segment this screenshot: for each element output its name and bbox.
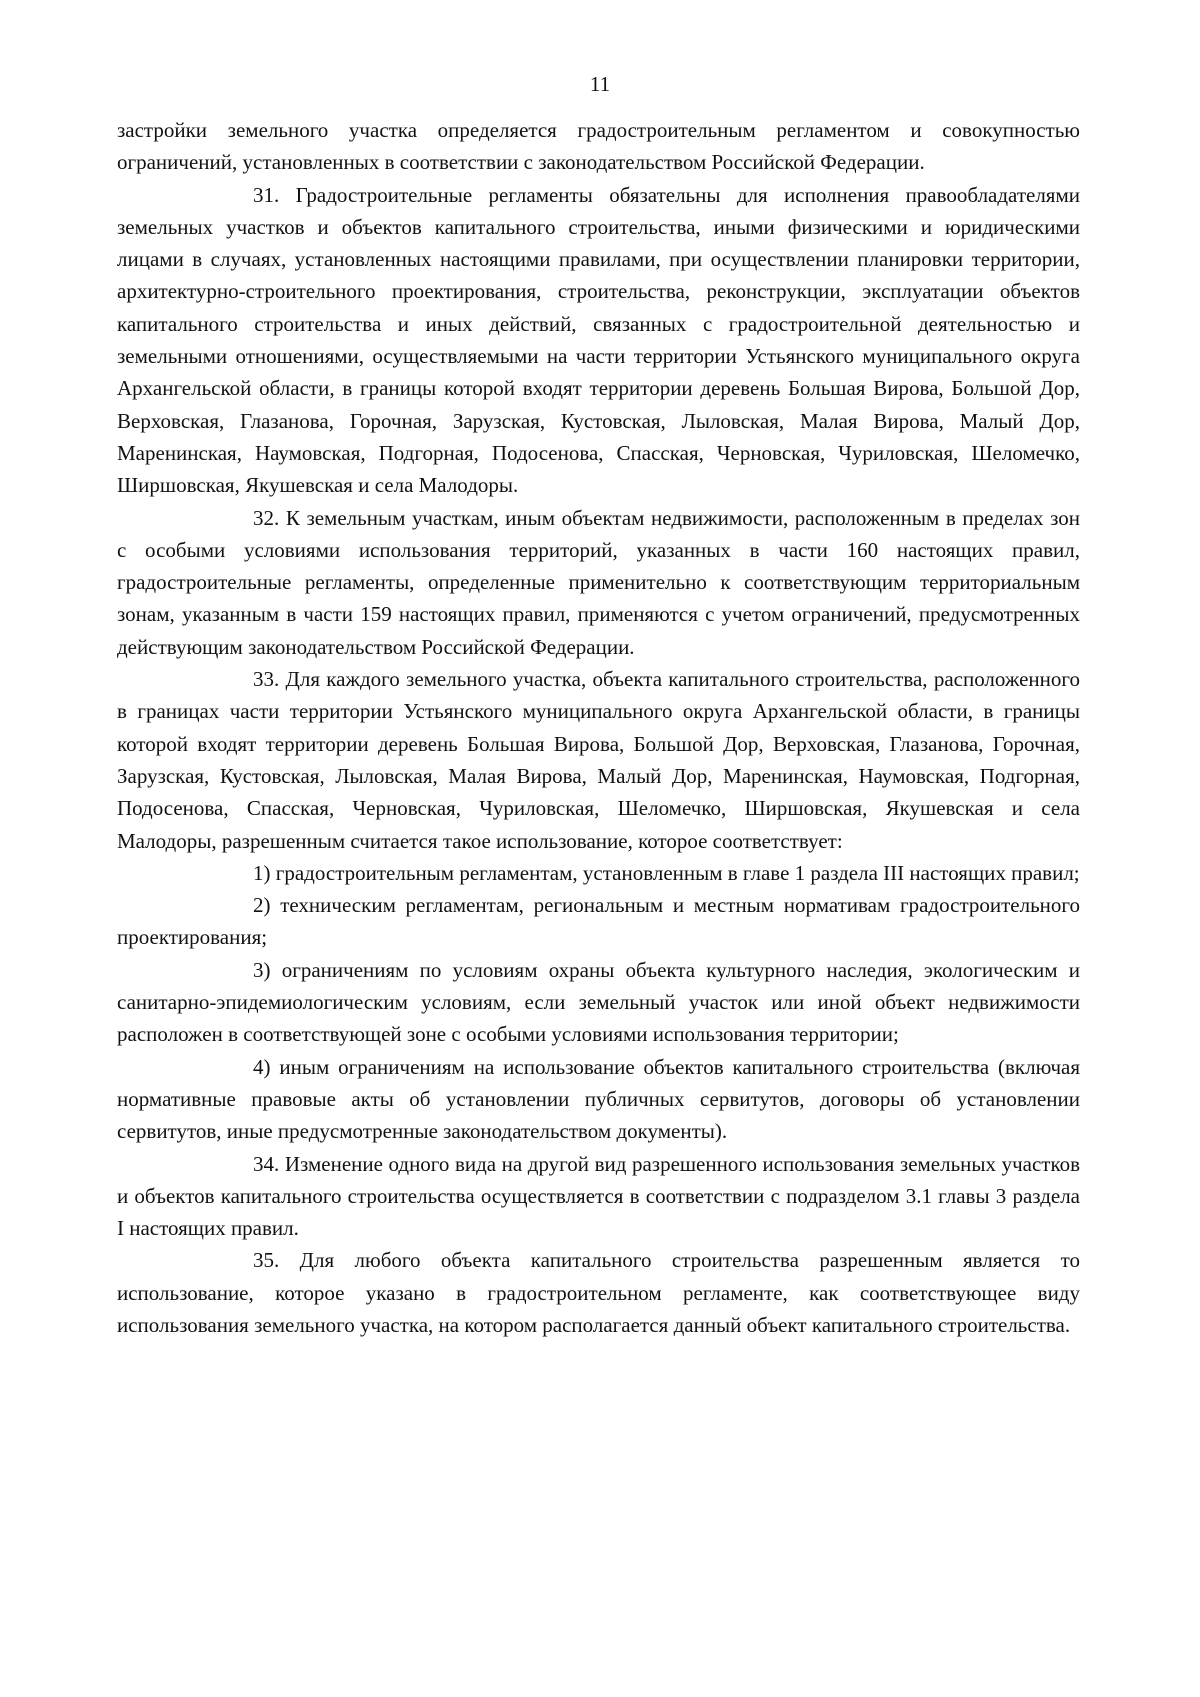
paragraph-text: Для каждого земельного участка, объекта капитального строительства, расположенного в границах части территории Устьянского муниципального округа Архангельской области, в границы которой входят территории деревень Большая Вирова, Большой Дор, Верховская, Глазанова, Горочная, Зарузская, Кустовская, Лыловская, Малая Вирова, Малый Дор, Маренинская, Наумовская, Подгорная, Подосенова, Спасская, Черновская, Чуриловская, Шеломечко, Ширшовская, Якушевская и села Малодоры, разрешенным считается такое использование, которое соответствует:	[117, 667, 1081, 853]
paragraph-32	[117, 502, 1080, 663]
paragraph-text: Для любого объекта капитального строительства разрешенным является то использование, которое указано в градостроительном регламенте, как соответствующее виду использования земельного участка, на котором располагается данный объект капитального строительства.	[117, 1248, 1080, 1337]
paragraph-number: 33.	[253, 667, 280, 692]
list-item-number: 3)	[253, 957, 271, 982]
list-item-text: ограничениям по условиям охраны объекта культурного наследия, экологическим и санитарно-эпидемиологическим условиям, если земельный участок или иной объект недвижимости расположен в соответствующей зоне с особыми условиями использования территории;	[117, 957, 1080, 1047]
paragraph-continuation	[117, 114, 1080, 179]
paragraph-35	[117, 1244, 1080, 1341]
paragraph-text: Изменение одного вида на другой вид разрешенного использования земельных участков и объектов капитального строительства осуществляется в соответствии с подразделом 3.1 главы 3 раздела I настоящих правил.	[117, 1151, 1081, 1241]
paragraph-number: 31.	[253, 182, 280, 207]
list-item-number: 4)	[253, 1054, 271, 1079]
list-item-text: иным ограничениям на использование объектов капитального строительства (включая нормативные правовые акты об установлении публичных сервитутов, договоры об установлении сервитутов, иные предусмотренные законодательством документы).	[117, 1054, 1080, 1144]
paragraph-number: 35.	[253, 1248, 280, 1273]
paragraph-31	[117, 179, 1080, 502]
paragraph-number: 34.	[253, 1151, 280, 1176]
list-item-number: 2)	[253, 893, 271, 918]
paragraph-34	[117, 1148, 1080, 1245]
paragraph-text: Градостроительные регламенты обязательны для исполнения правообладателями земельных участков и объектов капитального строительства, иными физическими и юридическими лицами в случаях, установленных настоящими правилами, при осуществлении планировки территории, архитектурно-строительного проектирования, строительства, реконструкции, эксплуатации объектов капитального строительства и иных действий, связанных с градостроительной деятельностью и земельными отношениями, осуществляемыми на части территории Устьянского муниципального округа Архангельской области, в границы которой входят территории деревень Большая Вирова, Большой Дор, Верховская, Глазанова, Горочная, Зарузская, Кустовская, Лыловская, Малая Вирова, Малый Дор, Маренинская, Наумовская, Подгорная, Подосенова, Спасская, Черновская, Чуриловская, Шеломечко, Ширшовская, Якушевская и села Малодоры.	[117, 182, 1080, 498]
list-item-4	[117, 1051, 1080, 1148]
list-item-2	[117, 889, 1080, 954]
list-item-3	[117, 954, 1080, 1051]
page-number: 11	[589, 72, 611, 96]
paragraph-text: застройки земельного участка определяется градостроительным регламентом и совокупностью ограничений, установленных в соответствии с законодательством Российской Федерации.	[117, 118, 1080, 175]
list-item-1	[117, 857, 1080, 889]
paragraph-text: К земельным участкам, иным объектам недвижимости, расположенным в пределах зон с особыми условиями использования территорий, указанных в части 160 настоящих правил, градостроительные регламенты, определенные применительно к соответствующим территориальным зонам, указанным в части 159 настоящих правил, применяются с учетом ограничений, предусмотренных действующим законодательством Российской Федерации.	[117, 505, 1080, 659]
document-body	[117, 114, 1080, 1341]
list-item-text: техническим регламентам, региональным и местным нормативам градостроительного проектирования;	[117, 893, 1080, 950]
list-item-text: градостроительным регламентам, установленным в главе 1 раздела III настоящих правил;	[275, 860, 1080, 885]
list-item-number: 1)	[253, 860, 271, 885]
paragraph-number: 32.	[253, 505, 280, 530]
paragraph-33	[117, 663, 1080, 857]
